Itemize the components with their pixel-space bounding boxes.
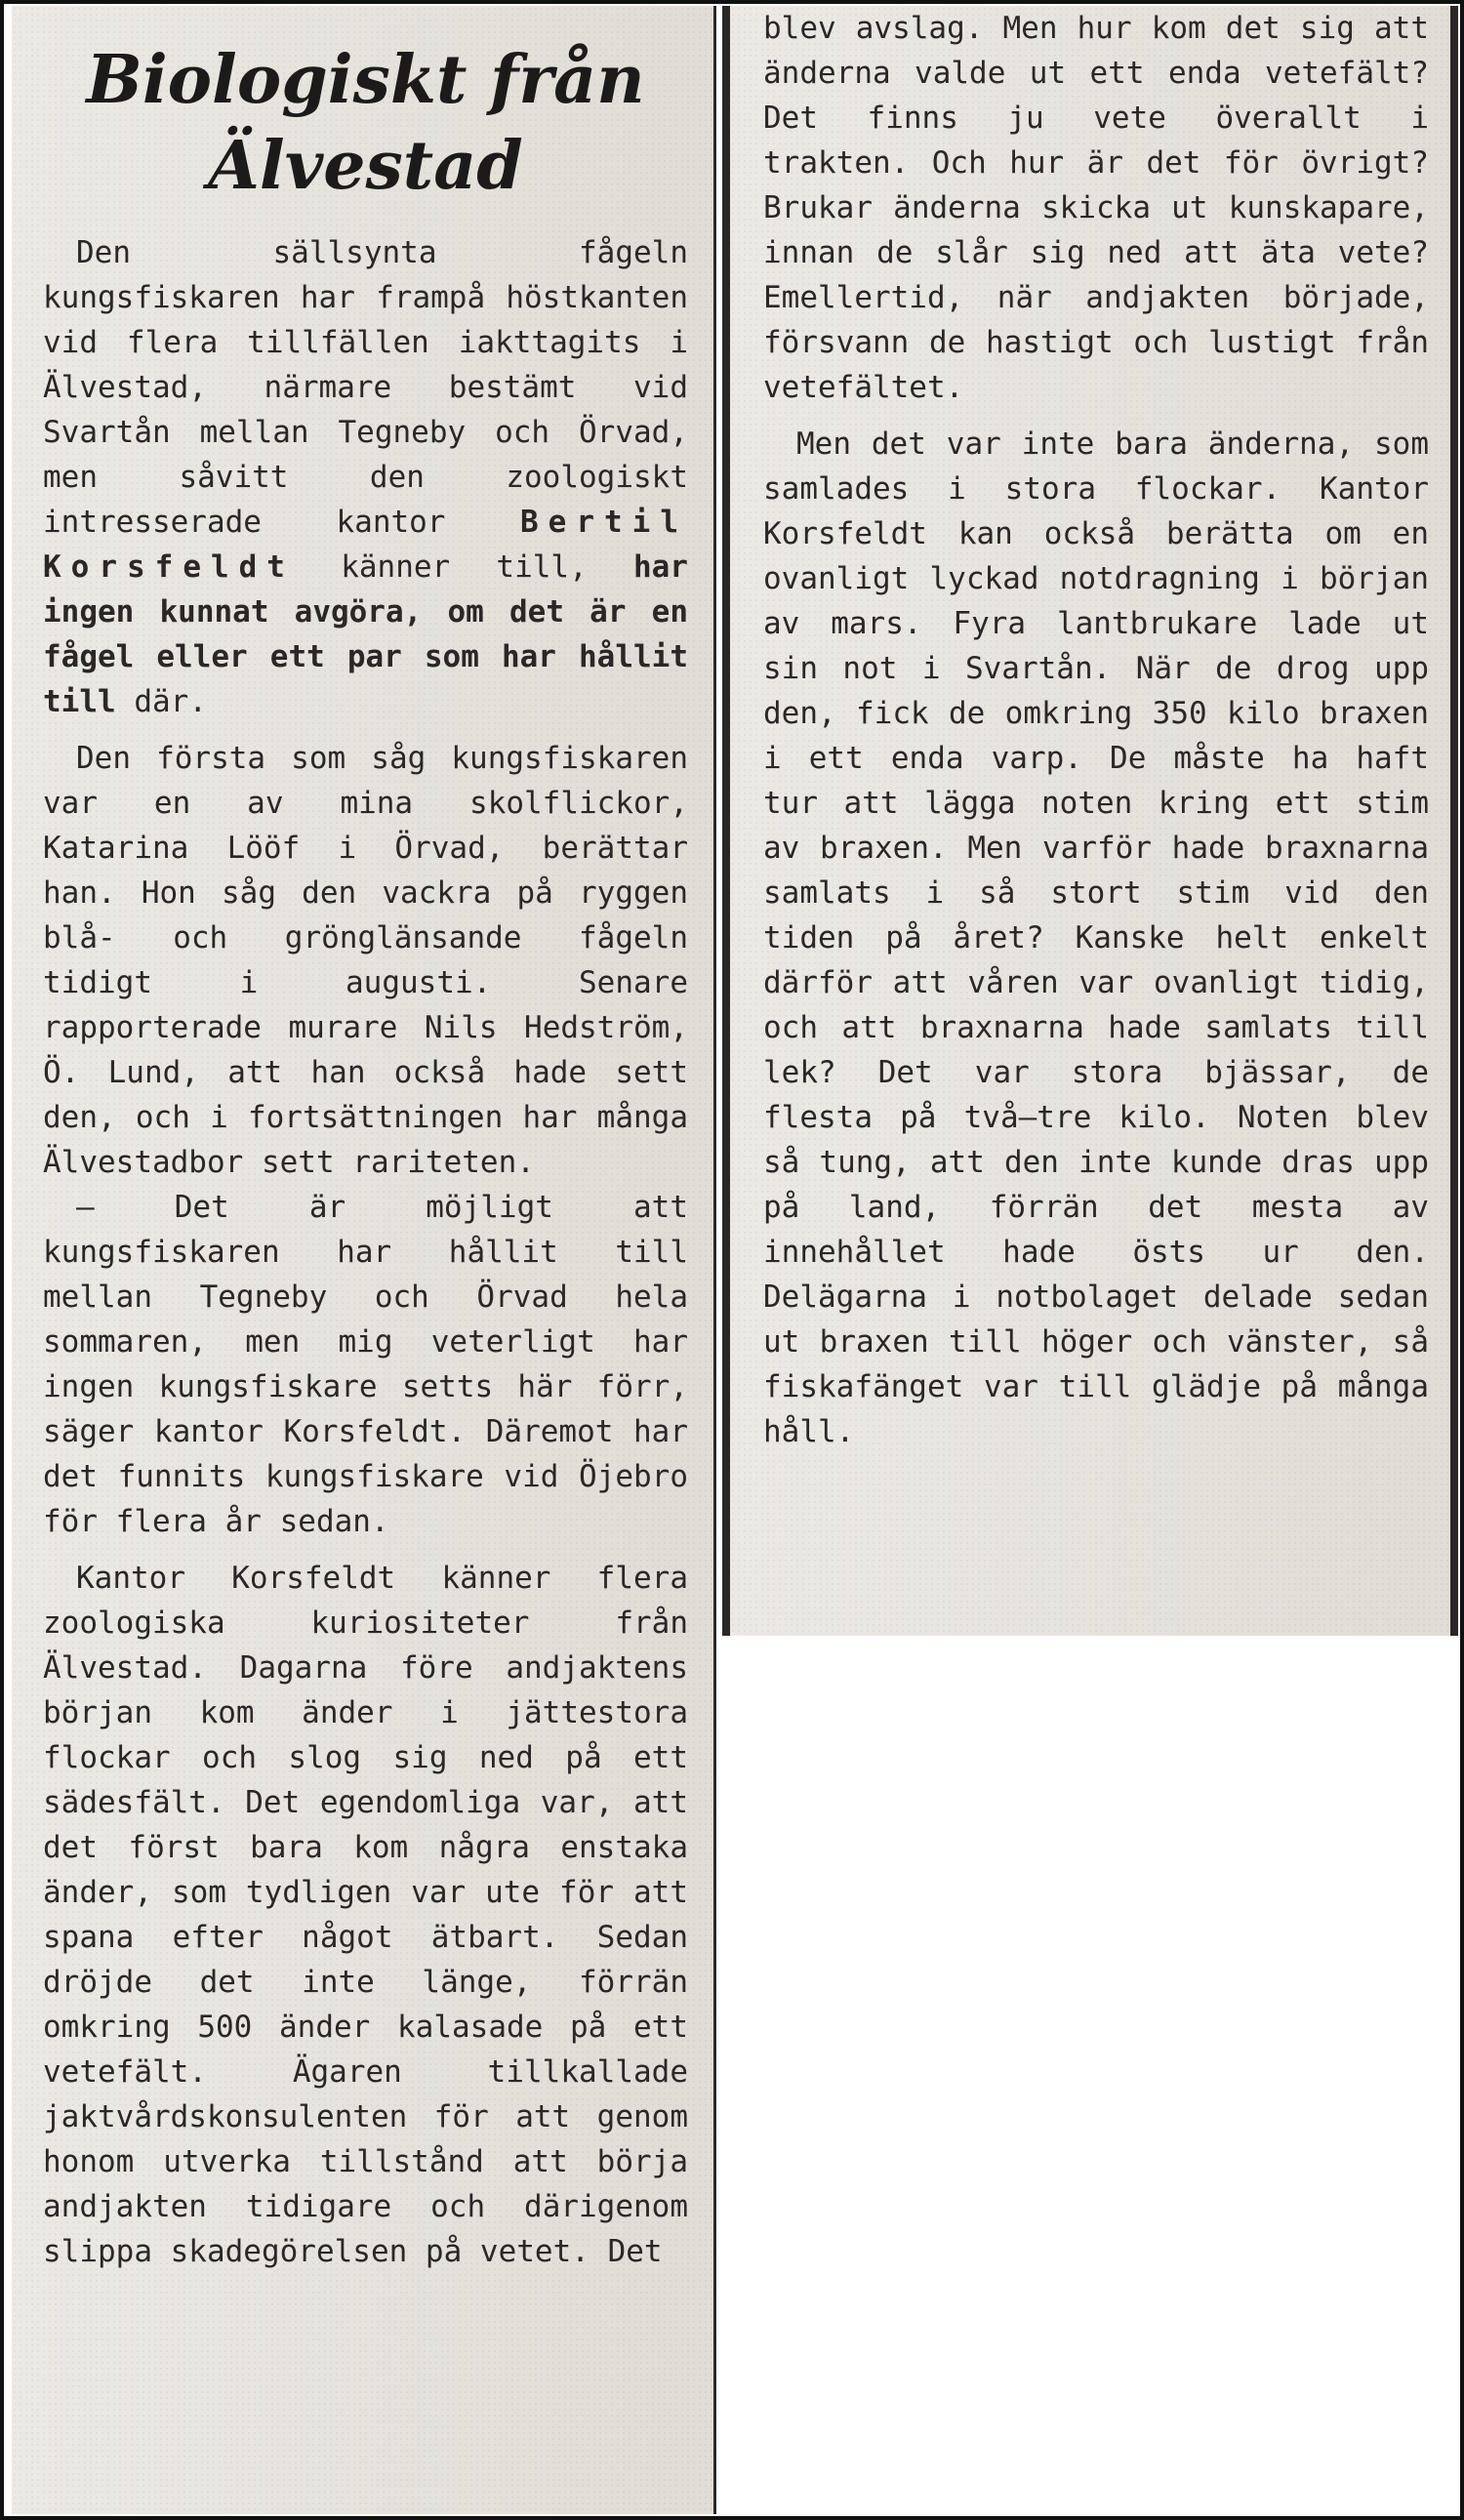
person-name: Bertil Korsfeldt bbox=[43, 505, 688, 585]
paragraph-4: Kantor Korsfeldt känner flera zoologiska kuriositeter från Älvestad. Dagarna före andjaktens början kom änder i jättestora flockar och slog sig ned på ett sädesfält. Det egendomliga var, att det först bara kom några enstaka änder, som tydligen var ute för att spana efter något ätbart. Sedan dröjde det inte länge, förrän omkring 500 änder kalasade på ett vetefält. Ägaren tillkallade jaktvårdskonsulenten för att genom honom utverka tillstånd att börja andjakten tidigare och därigenom slippa skadegörelsen på vetet. Det bbox=[43, 1561, 688, 2269]
paragraph-2: Den första som såg kungsfiskaren var en av mina skolflickor, Katarina Lööf i Örvad, berättar han. Hon såg den vackra på ryggen blå- och grönglänsande fågeln tidigt i augusti. Senare rapporterade murare Nils Hedström, Ö. Lund, att han också hade sett den, och i fortsättningen har många Älvestadbor sett rariteten. bbox=[43, 741, 688, 1180]
article-headline: Biologiskt från Älvestad bbox=[86, 41, 645, 205]
paragraph-1-text-a: Den sällsynta fågeln kungsfiskaren har frampå höstkanten vid flera tillfällen iakttagits i Älvestad, närmare bestämt vid Svartån mellan Tegneby och Örvad, men såvitt den zoologiskt intresserade kantor bbox=[43, 235, 688, 540]
paragraph-1-text-c: där. bbox=[134, 684, 207, 719]
article-column-left bbox=[12, 6, 716, 2514]
paragraph-5: blev avslag. Men hur kom det sig att änderna valde ut ett enda vetefält? Det finns ju vete överallt i trakten. Och hur är det för övrigt? Brukar änderna skicka ut kunskapare, innan de slår sig ned att äta vete? Emellertid, när andjakten började, försvann de hastigt och lustigt från vetefältet. bbox=[763, 11, 1429, 405]
paragraph-6: Men det var inte bara änderna, som samlades i stora flockar. Kantor Korsfeldt kan också berätta om en ovanligt lyckad notdragning i början av mars. Fyra lantbrukare lade ut sin not i Svartån. När de drog upp den, fick de omkring 350 kilo braxen i ett enda varp. De måste ha haft tur att lägga noten kring ett stim av braxen. Men varför hade braxnarna samlats i så stort stim vid den tiden på året? Kanske helt enkelt därför att våren var ovanligt tidig, och att braxnarna hade samlats till lek? Det var stora bjässar, de flesta på två—tre kilo. Noten blev så tung, att den inte kunde dras upp på land, förrän det mesta av innehållet hade östs ur den. Delägarna i notbolaget delade sedan ut braxen till höger och vänster, så fiskafänget var till glädje på många håll. bbox=[763, 427, 1429, 1449]
paragraph-1-text-b: känner till, bbox=[341, 549, 588, 585]
paragraph-3: — Det är möjligt att kungsfiskaren har hållit till mellan Tegneby och Örvad hela sommaren, men mig veterligt har ingen kungsfiskare setts här förr, säger kantor Korsfeldt. Däremot har det funnits kungsfiskare vid Öjebro för flera år sedan. bbox=[43, 1190, 688, 1539]
paragraph-1 bbox=[43, 230, 688, 724]
paragraph-1-bold: har ingen kunnat avgöra, om det är en fågel eller ett par som har hållit till bbox=[43, 549, 688, 719]
article-column-right bbox=[722, 6, 1458, 1636]
